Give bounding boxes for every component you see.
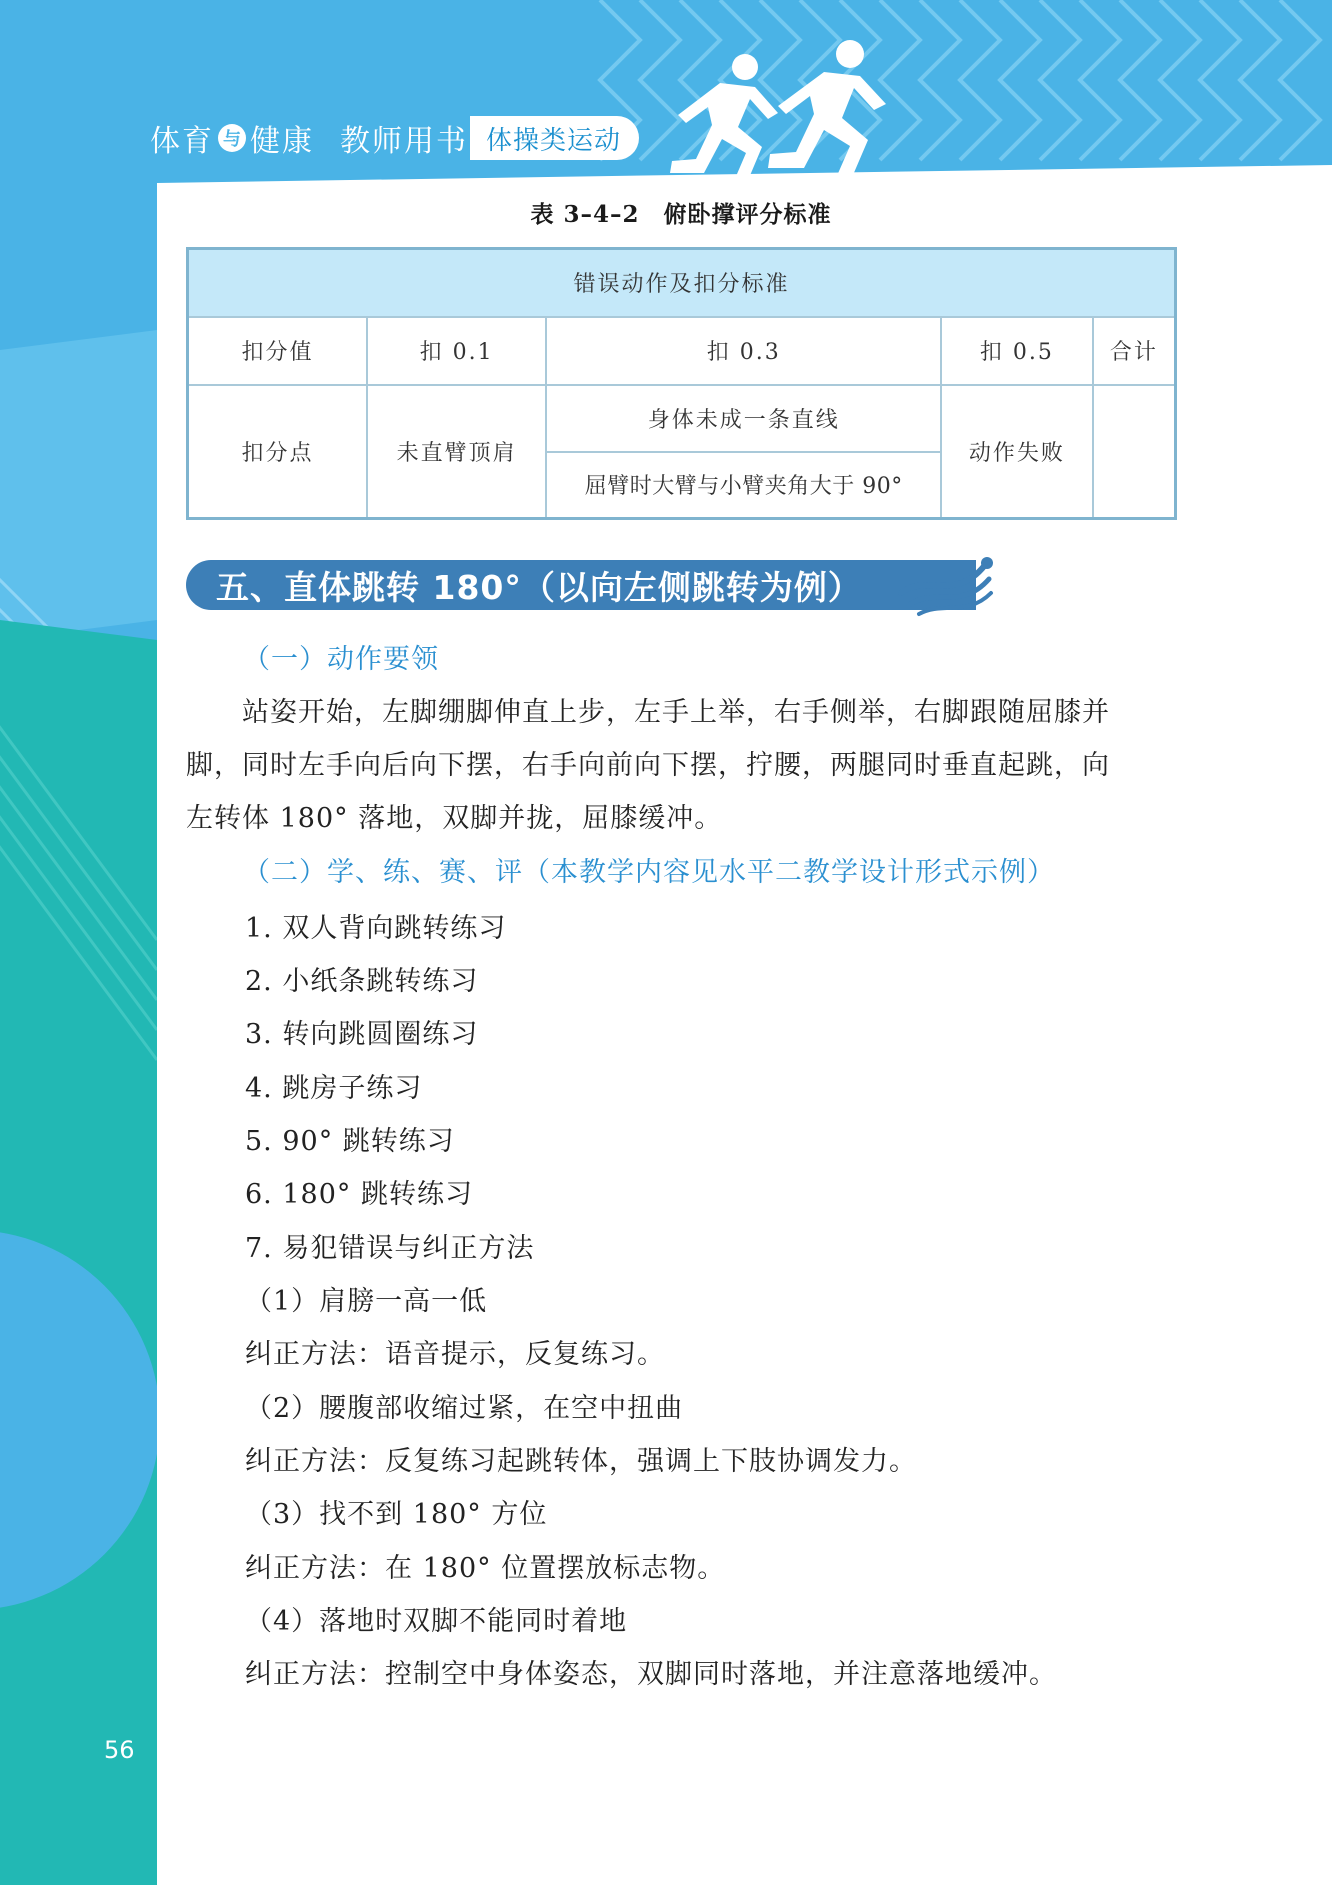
list-item: 6. 180° 跳转练习 [245,1179,473,1210]
list-item: 纠正方法：语音提示，反复练习。 [245,1339,665,1370]
table-caption: 表 3–4–2 俯卧撑评分标准 [530,201,832,228]
book-title-part3: 教师用书 [340,124,468,159]
list-item: （2）腰腹部收缩过紧，在空中扭曲 [245,1393,684,1424]
table-cell: 扣分值 [188,317,367,385]
table-cell: 动作失败 [941,385,1093,519]
wave-icon [895,553,995,617]
table-cell: 屈臂时大臂与小臂夹角大于 90° [546,452,941,519]
list-item: 2. 小纸条跳转练习 [245,966,479,997]
list-item: 4. 跳房子练习 [245,1073,423,1104]
subheading-2: （二）学、练、赛、评（本教学内容见水平二教学设计形式示例） [243,857,1055,888]
table-cell: 合计 [1093,317,1176,385]
subheading-1: （一）动作要领 [243,644,439,675]
list-item: （1）肩膀一高一低 [245,1286,488,1317]
table-cell [1093,385,1176,519]
list-item: 7. 易犯错误与纠正方法 [245,1233,535,1264]
table-cell: 扣分点 [188,385,367,519]
book-title-part1: 体育 [150,124,214,159]
table-cell: 未直臂顶肩 [367,385,546,519]
list-item: 1. 双人背向跳转练习 [245,913,507,944]
table-cell: 扣 0.3 [546,317,941,385]
list-item: 纠正方法：控制空中身体姿态，双脚同时落地，并注意落地缓冲。 [245,1659,1057,1690]
paragraph-line: 脚，同时左手向后向下摆，右手向前向下摆，拧腰，两腿同时垂直起跳，向 [186,750,1110,781]
paragraph-line: 左转体 180° 落地，双脚并拢，屈膝缓冲。 [186,803,723,834]
table-cell: 扣 0.1 [367,317,546,385]
list-item: （3）找不到 180° 方位 [245,1499,548,1530]
chapter-tag: 体操类运动 [470,116,639,160]
list-item: 纠正方法：反复练习起跳转体，强调上下肢协调发力。 [245,1446,917,1477]
list-item: 纠正方法：在 180° 位置摆放标志物。 [245,1553,726,1584]
list-item: 3. 转向跳圆圈练习 [245,1019,479,1050]
table-cell: 扣 0.5 [941,317,1093,385]
table-header: 错误动作及扣分标准 [188,249,1176,317]
book-title-part2: 健康 [250,124,314,159]
list-item: （4）落地时双脚不能同时着地 [245,1606,628,1637]
scoring-table [186,247,1177,520]
book-title [150,118,468,158]
section-title: 五、直体跳转 180°（以向左侧跳转为例） [186,560,976,610]
page-number: 56 [104,1736,135,1764]
list-item: 5. 90° 跳转练习 [245,1126,455,1157]
paragraph-line: 站姿开始，左脚绷脚伸直上步，左手上举，右手侧举，右脚跟随屈膝并 [242,697,1110,728]
paragraph [186,686,1178,845]
table-cell: 身体未成一条直线 [546,385,941,452]
yu-badge: 与 [218,124,246,152]
